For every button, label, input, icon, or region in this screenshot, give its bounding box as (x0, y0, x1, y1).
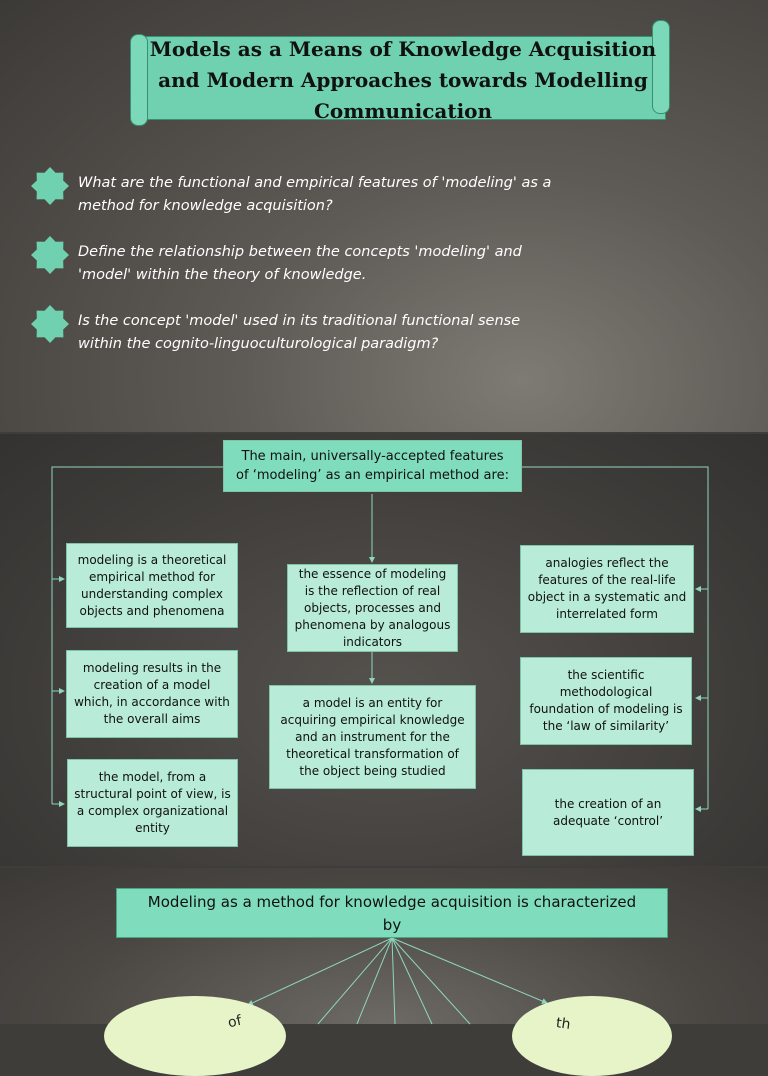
features-header-line-2: of ‘modeling’ as an empirical method are: (236, 468, 509, 483)
characterized-header-line-1: Modeling as a method for knowledge acquisition is characterized (147, 893, 637, 911)
feature-box-left-1: modeling is a theoretical empirical method for understanding complex objects and phenomena (66, 543, 238, 628)
feature-box-right-2: the scientific methodological foundation of modeling is the ‘law of similarity’ (520, 657, 692, 745)
feature-box-center-1: the essence of modeling is the reflection of real objects, processes and phenomena by analogous indicators (287, 564, 458, 652)
question-1-line-1: What are the functional and empirical features of 'modeling' as a (78, 175, 552, 191)
oval-left-text-fragment: of (226, 1012, 244, 1032)
feature-box-left-2: modeling results in the creation of a model which, in accordance with the overall aims (66, 650, 238, 738)
fan-line-4 (392, 938, 395, 1024)
title-scroll-banner (130, 30, 668, 124)
characteristic-oval-right (512, 996, 672, 1076)
slide-3-characteristics-diagram (0, 868, 768, 1033)
features-header-box (223, 440, 522, 492)
scroll-roll-left (130, 34, 148, 126)
fan-line-2 (318, 938, 392, 1024)
question-1-line-2: method for knowledge acquisition? (78, 198, 333, 214)
question-3-line-2: within the cognito-linguoculturological paradigm? (78, 336, 439, 352)
characterized-header-line-2: by (382, 916, 402, 934)
question-2-line-1: Define the relationship between the concepts 'modeling' and (78, 244, 522, 260)
feature-box-right-3: the creation of an adequate ‘control’ (522, 769, 694, 856)
feature-box-left-3: the model, from a structural point of view, is a complex organizational entity (67, 759, 238, 847)
question-text (78, 241, 678, 287)
characteristic-oval-left (104, 996, 286, 1076)
fan-line-7 (392, 938, 547, 1003)
star-bullet-icon (30, 304, 70, 344)
title-line-1: Models as a Means of Knowledge Acquisition (149, 37, 657, 61)
question-2-line-2: 'model' within the theory of knowledge. (78, 267, 367, 283)
fan-line-3 (357, 938, 392, 1024)
characterized-by-header (116, 888, 668, 938)
star-bullet-icon (30, 235, 70, 275)
connector-right-bracket (522, 467, 708, 809)
slide-1 (0, 0, 768, 432)
fan-line-1 (248, 938, 392, 1005)
fan-line-6 (392, 938, 470, 1024)
slide-2-feature-diagram (0, 434, 768, 866)
title-line-3: Communication (313, 99, 493, 123)
fan-line-5 (392, 938, 432, 1024)
star-bullet-icon (30, 166, 70, 206)
features-header-line-1: The main, universally-accepted features (241, 449, 504, 464)
question-text (78, 310, 678, 356)
question-3-line-1: Is the concept 'model' used in its traditional functional sense (78, 313, 521, 329)
feature-box-center-2: a model is an entity for acquiring empirical knowledge and an instrument for the theoretical transformation of the object being studied (269, 685, 476, 789)
page-title (148, 34, 658, 127)
question-text (78, 172, 678, 218)
connector-left-bracket (52, 467, 223, 804)
oval-right-text-fragment: th (554, 1015, 572, 1033)
feature-box-right-1: analogies reflect the features of the real-life object in a systematic and interrelated form (520, 545, 694, 633)
title-line-2: and Modern Approaches towards Modelling (158, 68, 648, 92)
